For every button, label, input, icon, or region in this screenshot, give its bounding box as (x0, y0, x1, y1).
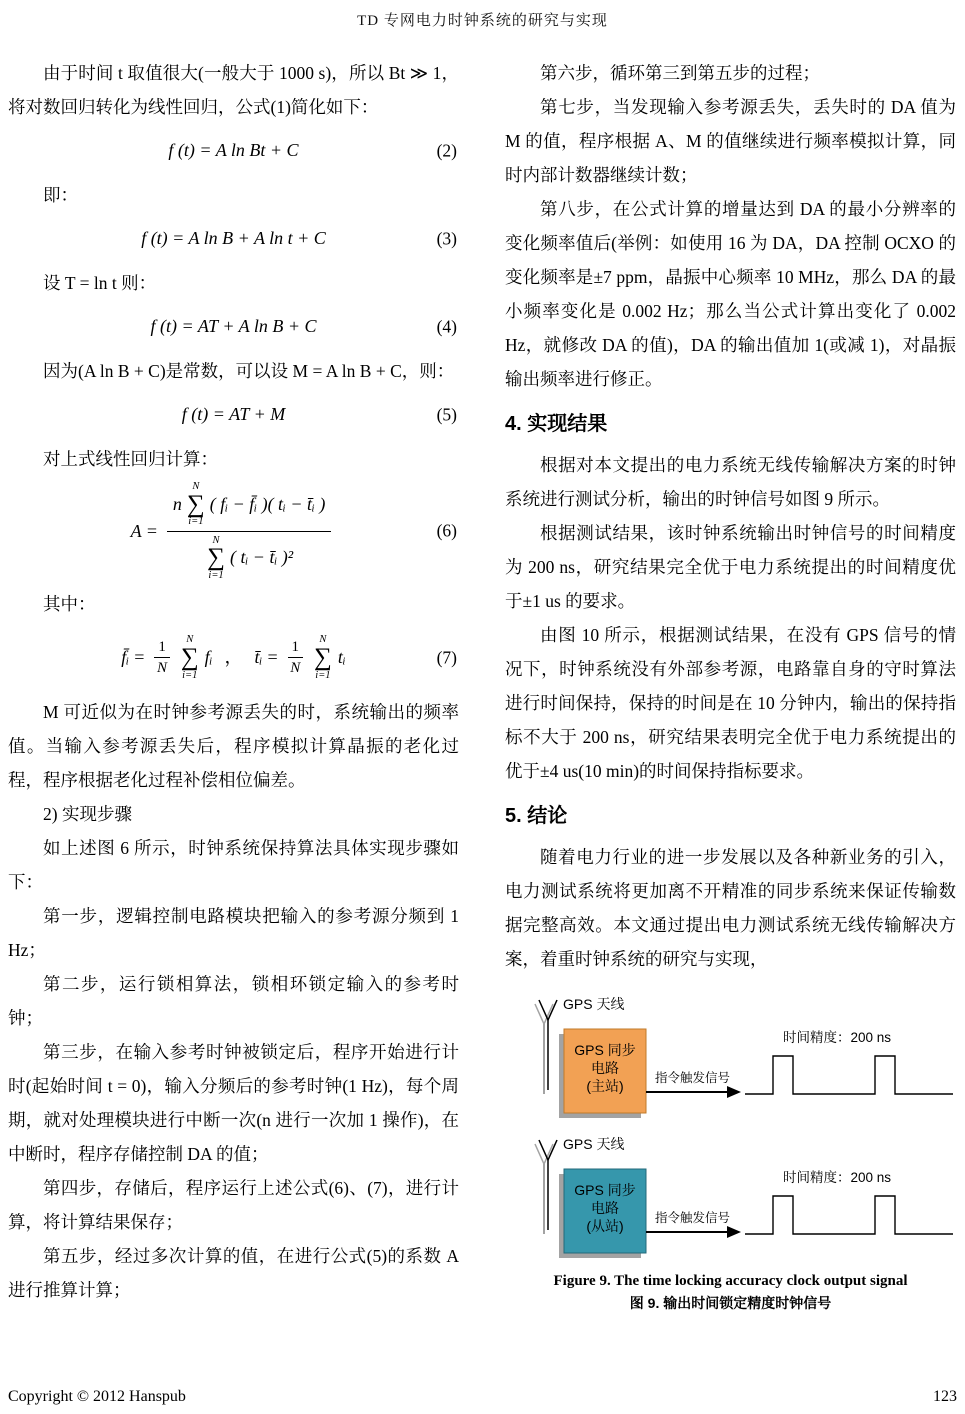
slave-box-label: 电路 (591, 1200, 619, 1216)
fraction: $\frac{1}{N}$ (154, 638, 170, 677)
fraction: n N ∑ i=1 ( fᵢ − f̄ᵢ )( tᵢ − t̄ᵢ ) N ∑ i=1 ( tᵢ − t̄ᵢ )² (167, 481, 332, 582)
left-column (8, 56, 459, 1314)
two-column-body (0, 56, 965, 1314)
formula-body: f (t) = A ln Bt + C (168, 140, 299, 161)
trigger-signal-label: 指令触发信号 (655, 1211, 731, 1225)
equation-number: (3) (436, 228, 457, 249)
gps-antenna-icon (539, 1000, 557, 1020)
paragraph: 由于时间 t 取值很大(一般大于 1000 s)，所以 Bt ≫ 1，将对数回归转化为线性回归，公式(1)简化如下： (8, 63, 459, 117)
paragraph: M 可近似为在时钟参考源丢失的时，系统输出的频率值。当输入参考源丢失后，程序模拟计算晶振的老化过程，程序根据老化过程补偿相位偏差。 (8, 701, 459, 790)
figure-9 (505, 992, 956, 1314)
paragraph: 第一步，逻辑控制电路模块把输入的参考源分频到 1 Hz； (8, 905, 459, 960)
formula-3 (8, 217, 459, 261)
formula-7: f̄ᵢ = $\frac{1}{N}$ N ∑ i=1 fᵢ ， t̄ᵢ = $\frac{1}{N}$ N ∑ i=1 tᵢ (7) (121, 634, 457, 681)
page-number: 123 (933, 1388, 957, 1405)
master-box-label: GPS 同步 (574, 1042, 636, 1058)
clock-waveform (745, 1196, 953, 1234)
trigger-arrowhead (727, 1226, 741, 1238)
precision-label: 时间精度：200 ns (783, 1170, 892, 1185)
precision-label: 时间精度：200 ns (783, 1030, 892, 1045)
antenna-label: GPS 天线 (563, 996, 625, 1012)
trigger-arrowhead (727, 1086, 741, 1098)
subsection-label: 2) 实现步骤 (43, 803, 132, 824)
figure-9-diagram (505, 992, 956, 1260)
formula-body: f (t) = AT + A ln B + C (150, 316, 317, 337)
paragraph: 第五步，经过多次计算的值，在进行公式(5)的系数 A 进行推算计算； (8, 1245, 459, 1300)
figure-caption-en: Figure 9. The time locking accuracy clock output signal (553, 1273, 908, 1289)
equation-number: (7) (436, 647, 457, 668)
gps-antenna-icon (539, 1140, 557, 1160)
page-header-title: TD 专网电力时钟系统的研究与实现 (357, 13, 608, 29)
fraction: $\frac{1}{N}$ (288, 638, 304, 677)
paragraph: 因为(A ln B + C)是常数，可以设 M = A ln B + C，则： (43, 361, 455, 381)
master-box-label: (主站) (586, 1078, 624, 1094)
paragraph: 设 T = ln t 则： (43, 273, 157, 293)
slave-box-label: (从站) (586, 1218, 624, 1234)
paragraph: 第七步，当发现输入参考源丢失，丢失时的 DA 值为 M 的值，程序根据 A、M 的值继续进行频率模拟计算，同时内部计数器继续计数； (505, 97, 956, 185)
formula-2 (8, 129, 459, 173)
formula-5 (8, 393, 459, 437)
equation-number: (5) (436, 404, 457, 425)
paragraph: 第八步，在公式计算的增量达到 DA 的最小分辨率的变化频率值后(举例：如使用 16 为 DA，DA 控制 OCXO 的变化频率是±7 ppm，晶振中心频率 10 MHz，那么 DA 的最小频率变化是 0.002 Hz；那么当公式计算出变化了 0.002 Hz，就修改 DA 的值)，DA 的输出值加 1(或减 1)，对晶振输出频率进行修正。 (505, 199, 956, 389)
right-column (505, 56, 956, 1314)
equation-number: (2) (436, 140, 457, 161)
figure-caption (505, 1270, 956, 1314)
equation-number: (6) (436, 520, 457, 541)
page-footer (8, 1388, 957, 1406)
section-heading-results: 4. 实现结果 (505, 413, 608, 435)
copyright-text: Copyright © 2012 Hanspub (8, 1388, 186, 1405)
summation-symbol: N ∑ i=1 (180, 634, 199, 681)
formula-6 (8, 481, 459, 582)
trigger-signal-label: 指令触发信号 (655, 1071, 731, 1085)
paragraph: 其中： (43, 593, 96, 614)
paragraph: 根据对本文提出的电力系统无线传输解决方案的时钟系统进行测试分析，输出的时钟信号如图 9 所示。 (505, 455, 956, 509)
figure-caption-zh: 图 9. 输出时间锁定精度时钟信号 (629, 1295, 832, 1311)
antenna-label: GPS 天线 (563, 1136, 625, 1152)
paragraph: 由图 10 所示，根据测试结果，在没有 GPS 信号的情况下，时钟系统没有外部参考源，电路靠自身的守时算法进行时间保持，保持的时间是在 10 分钟内，输出的保持指标不大于 200 ns，研究结果表明完全优于电力系统提出的优于±4 us(10 min)的时间保持指标要求。 (505, 625, 956, 781)
paragraph: 第四步，存储后，程序运行上述公式(6)、(7)，进行计算，将计算结果保存； (8, 1177, 459, 1232)
formula-body: f (t) = AT + M (181, 404, 286, 425)
paragraph: 对上式线性回归计算： (43, 449, 218, 469)
summation-symbol: N ∑ i=1 (314, 634, 332, 681)
formula-4 (8, 305, 459, 349)
summation-symbol: N ∑ i=1 (186, 481, 205, 528)
equation-number: (4) (436, 316, 457, 337)
master-box-label: 电路 (591, 1060, 619, 1076)
paragraph: 第三步，在输入参考时钟被锁定后，程序开始进行计时(起始时间 t = 0)，输入分频后的参考时钟(1 Hz)，每个周期，就对处理模块进行中断一次(n 进行一次加 1 操作)，在中断时，程序存储控制 DA 的值； (8, 1041, 459, 1164)
paragraph: 根据测试结果，该时钟系统输出时钟信号的时间精度为 200 ns，研究结果完全优于电力系统提出的时间精度优于±1 us 的要求。 (505, 523, 956, 611)
formula-lhs: A = (130, 520, 158, 541)
clock-waveform (745, 1056, 953, 1094)
formula-body: f (t) = A ln B + A ln t + C (141, 228, 326, 249)
paragraph: 第二步，运行锁相算法，锁相环锁定输入的参考时钟； (8, 973, 459, 1028)
paragraph: 随着电力行业的进一步发展以及各种新业务的引入，电力测试系统将更加离不开精准的同步系统来保证传输数据完整高效。本文通过提出电力测试系统无线传输解决方案，着重时钟系统的研究与实现， (505, 847, 956, 969)
summation-symbol: N ∑ i=1 (207, 534, 225, 582)
paragraph: 第六步，循环第三到第五步的过程； (540, 63, 820, 83)
section-heading-conclusion: 5. 结论 (505, 805, 568, 827)
paragraph: 如上述图 6 所示，时钟系统保持算法具体实现步骤如下： (8, 837, 459, 892)
slave-box-label: GPS 同步 (574, 1182, 636, 1198)
paragraph: 即： (43, 185, 78, 205)
